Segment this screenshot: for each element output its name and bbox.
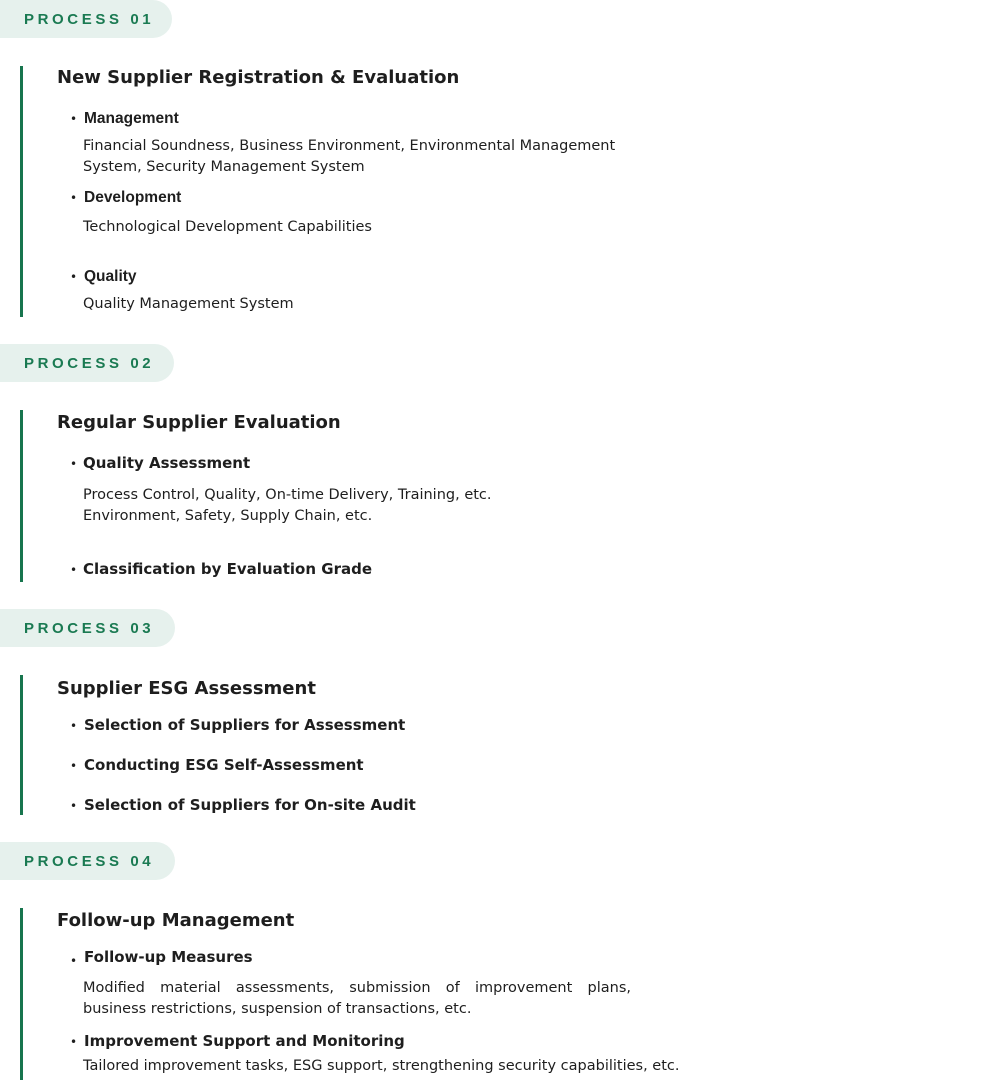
bullet-icon: • [70, 799, 78, 813]
bullet-icon: • [70, 191, 78, 205]
bullet-icon: • [70, 954, 78, 968]
process-03-label: PROCESS 03 [24, 619, 155, 637]
process-02-item-quality-assessment-label: Quality Assessment [83, 454, 251, 472]
process-02-item-quality-assessment-desc-line-1: Process Control, Quality, On-time Delivery, Training, etc. [83, 487, 492, 503]
bullet-icon: • [70, 759, 78, 773]
process-02-badge [0, 344, 174, 382]
process-02-title: Regular Supplier Evaluation [57, 412, 341, 433]
process-01-item-development-label: Development [84, 189, 182, 206]
process-01-badge [0, 0, 172, 38]
process-01-item-quality-label: Quality [84, 268, 137, 285]
process-04-item-followup-measures-desc: Modified material assessments, submission of improvement plans, business restrictions, suspension of transactions, etc. [83, 980, 631, 1017]
bullet-icon: • [70, 270, 78, 284]
process-02-label: PROCESS 02 [24, 354, 155, 372]
process-03-title: Supplier ESG Assessment [57, 678, 316, 699]
process-03-item-selection-label: Selection of Suppliers for Assessment [84, 716, 406, 734]
process-02-item-classification-label: Classification by Evaluation Grade [83, 560, 373, 578]
bullet-icon: • [70, 457, 78, 471]
process-02-accent-bar [20, 410, 23, 582]
process-04-label: PROCESS 04 [24, 852, 155, 870]
process-04-title: Follow-up Management [57, 910, 295, 931]
bullet-icon: • [70, 719, 78, 733]
bullet-icon: • [70, 112, 78, 126]
process-04-item-improvement-support-label: Improvement Support and Monitoring [84, 1032, 405, 1050]
process-01-item-management-desc: Financial Soundness, Business Environment, Environmental Management System, Security Management System [83, 138, 616, 175]
process-01-item-quality-desc: Quality Management System [83, 296, 294, 312]
process-03-item-self-assessment-label: Conducting ESG Self-Assessment [84, 756, 364, 774]
process-01-title: New Supplier Registration & Evaluation [57, 67, 460, 88]
bullet-icon: • [70, 1035, 78, 1049]
process-01-label: PROCESS 01 [24, 10, 155, 28]
process-01-item-development-desc: Technological Development Capabilities [83, 219, 372, 235]
process-02-item-quality-assessment-desc-line-2: Environment, Safety, Supply Chain, etc. [83, 508, 373, 524]
process-01-accent-bar [20, 66, 23, 317]
process-03-accent-bar [20, 675, 23, 815]
process-04-badge [0, 842, 175, 880]
bullet-icon: • [70, 563, 78, 577]
process-01-item-management-label: Management [84, 110, 179, 127]
process-03-item-onsite-audit-label: Selection of Suppliers for On-site Audit [84, 796, 416, 814]
process-04-item-improvement-support-desc: Tailored improvement tasks, ESG support, strengthening security capabilities, etc. [83, 1058, 680, 1074]
process-03-badge [0, 609, 175, 647]
process-04-accent-bar [20, 908, 23, 1080]
process-04-item-followup-measures-label: Follow-up Measures [84, 948, 253, 966]
